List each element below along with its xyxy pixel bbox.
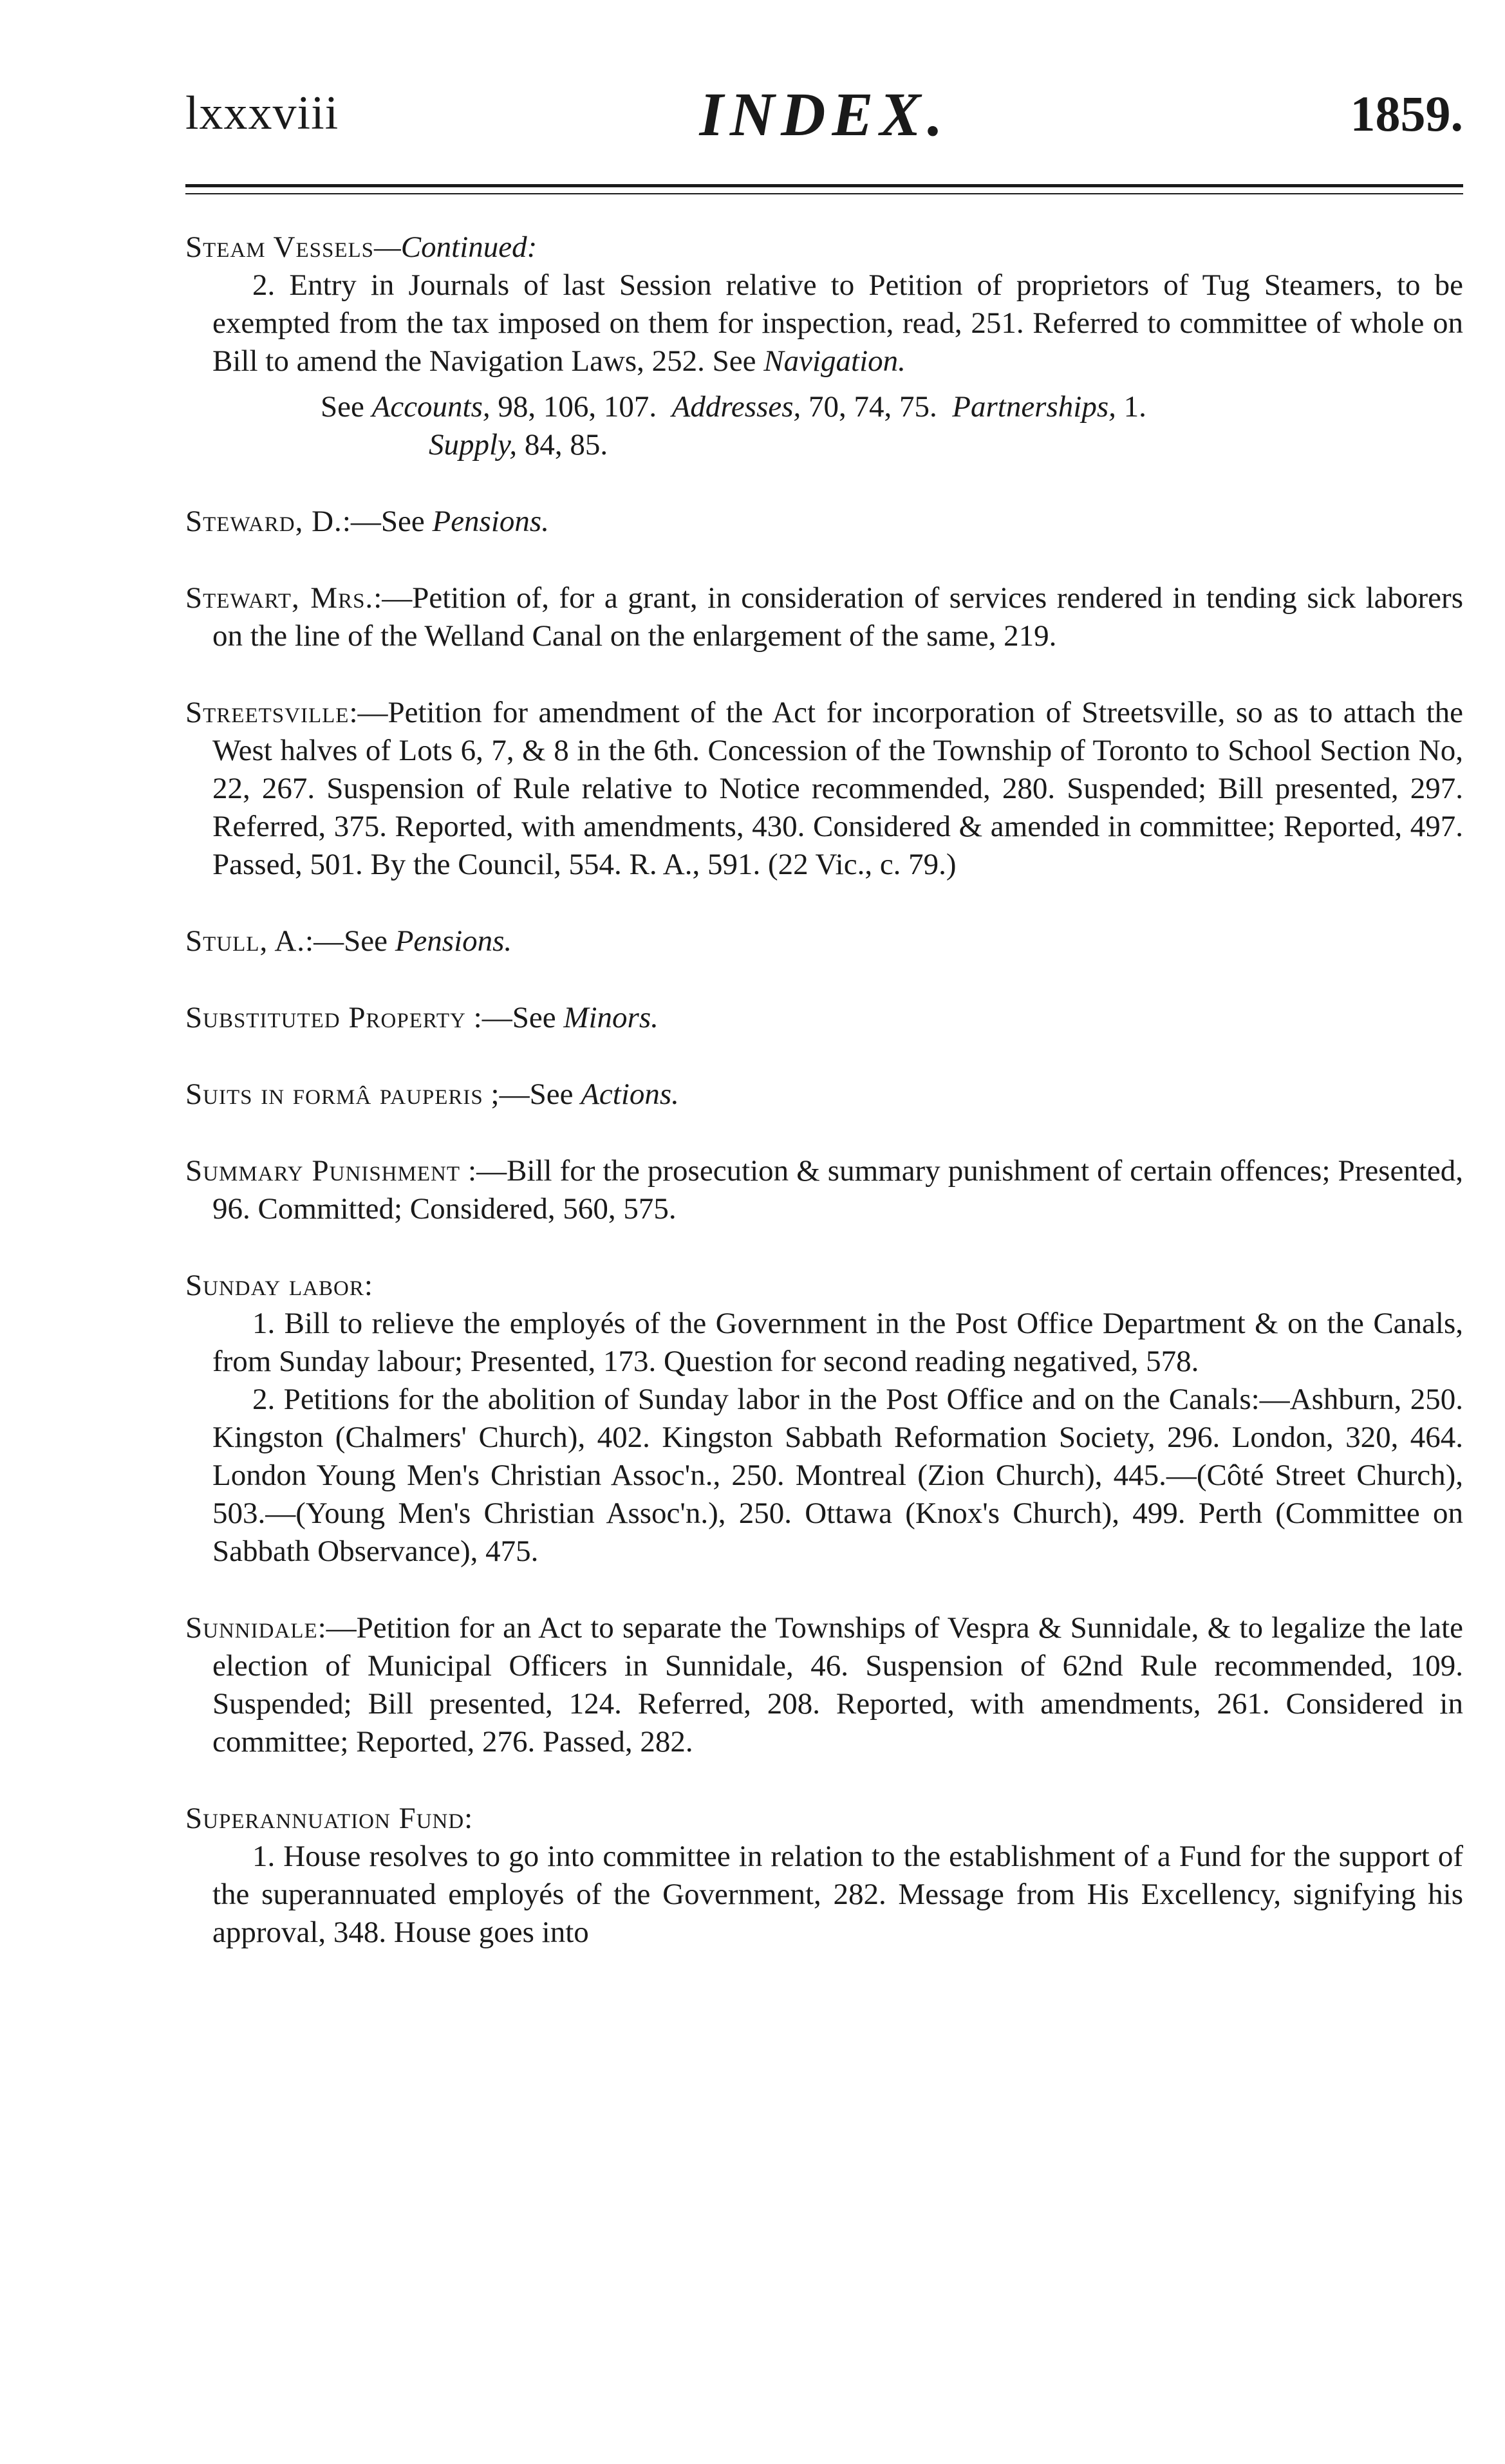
page-number: lxxxviii (185, 87, 339, 140)
entry-heading: Steward, D. (185, 505, 342, 538)
page-refs: 84, 85. (524, 428, 608, 462)
index-entry-streetsville: Streetsville:—Petition for amendment of the Act for incorporation of Streetsville, so as to attach the West halves of Lots 6, 7, & 8 in the 6th. Concession of the Township of Toronto to School Section No, 22, 267. Suspension of Rule relative to Notice recommended, 280. Suspended; Bill presented, 297. Referred, 375. Reported, with amendments, 430. Considered & amended in committee; Reported, 497. Passed, 501. By the Council, 554. R. A., 591. (22 Vic., c. 79.) (185, 696, 1463, 881)
entry-heading: Summary Punishment (185, 1154, 460, 1188)
index-entry-stull: Stull, A.:—See Pensions. (185, 924, 512, 958)
entry-heading: Sunnidale (185, 1611, 318, 1645)
entry-heading: Superannuation Fund: (185, 1802, 474, 1835)
index-entry-superannuation-fund (185, 1800, 1463, 1952)
index-entry-steam-vessels (185, 229, 1463, 464)
entry-item-text: 1. House resolves to go into committee in relation to the establishment of a Fund for the support of the superannuated employés of the Government, 282. Message from His Excellency, signifying his approval, 348. House goes into (212, 1840, 1463, 1949)
page-year: 1859. (1350, 86, 1463, 142)
index-entry-sunday-labor (185, 1267, 1463, 1571)
see-reference: Navigation. (763, 344, 906, 378)
index-content (185, 229, 1463, 1952)
continued-label: —Continued: (374, 230, 538, 264)
see-reference: Addresses, (671, 390, 801, 424)
see-label: See (321, 390, 364, 424)
page-header (185, 79, 1463, 149)
entry-heading: Suits in formâ pauperis (185, 1078, 483, 1111)
index-entry-summary-punishment: Summary Punishment :—Bill for the prosecution & summary punishment of certain offences; Presented, 96. Committed; Considered, 560, 575. (185, 1154, 1463, 1226)
index-entry-stewart: Stewart, Mrs.:—Petition of, for a grant, in consideration of services rendered in tending sick laborers on the line of the Welland Canal on the enlargement of the same, 219. (185, 581, 1463, 653)
entry-heading: Sunday labor: (185, 1269, 373, 1302)
header-rule-thick (185, 184, 1463, 187)
index-entry-sunnidale: Sunnidale:—Petition for an Act to separate the Townships of Vespra & Sunnidale, & to legalize the late election of Municipal Officers in Sunnidale, 46. Suspension of 62nd Rule recommended, 109. Suspended; Bill presented, 124. Referred, 208. Reported, with amendments, 261. Considered in committee; Reported, 276. Passed, 282. (185, 1611, 1463, 1759)
entry-heading: Stull, A. (185, 924, 306, 958)
header-rule-thin (185, 193, 1463, 194)
see-reference: Supply, (429, 428, 518, 462)
see-also-block (185, 388, 1463, 464)
entry-item-text: 2. Entry in Journals of last Session relative to Petition of proprietors of Tug Steamers, to be exempted from the tax imposed on them for inspection, read, 251. Referred to committee of whole on Bill to amend the Navigation Laws, 252. See (212, 268, 1463, 378)
entry-heading: Substituted Property (185, 1001, 466, 1034)
see-reference: Minors. (563, 1001, 659, 1034)
entry-item-text: 1. Bill to relieve the employés of the Government in the Post Office Department & on the Canals, from Sunday labour; Presented, 173. Question for second reading negatived, 578. (212, 1307, 1463, 1378)
page-title: INDEX. (699, 80, 949, 149)
index-entry-steward: Steward, D.:—See Pensions. (185, 505, 549, 538)
entry-heading: Steam Vessels (185, 230, 375, 264)
entry-heading: Streetsville (185, 696, 350, 729)
page-refs: 1. (1123, 390, 1146, 424)
entry-item-text: 2. Petitions for the abolition of Sunday labor in the Post Office and on the Canals:—Ashburn, 250. Kingston (Chalmers' Church), 402. Kingston Sabbath Reformation Society, 296. London, 320, 464. London Young Men's Christian Assoc'n., 250. Montreal (Zion Church), 445.—(Côté Street Church), 503.—(Young Men's Christian Assoc'n.), 250. Ottawa (Knox's Church), 499. Perth (Committee on Sabbath Observance), 475. (212, 1383, 1463, 1568)
index-entry-suits: Suits in formâ pauperis ;—See Actions. (185, 1078, 679, 1111)
entry-heading: Stewart, Mrs. (185, 581, 374, 615)
page-refs: 70, 74, 75. (809, 390, 937, 424)
see-reference: Partnerships, (952, 390, 1116, 424)
see-reference: Pensions. (432, 505, 549, 538)
page-refs: 98, 106, 107. (498, 390, 657, 424)
see-reference: Accounts, (371, 390, 491, 424)
index-entry-substituted-property: Substituted Property :—See Minors. (185, 1001, 659, 1034)
see-reference: Actions. (581, 1078, 679, 1111)
see-reference: Pensions. (395, 924, 512, 958)
